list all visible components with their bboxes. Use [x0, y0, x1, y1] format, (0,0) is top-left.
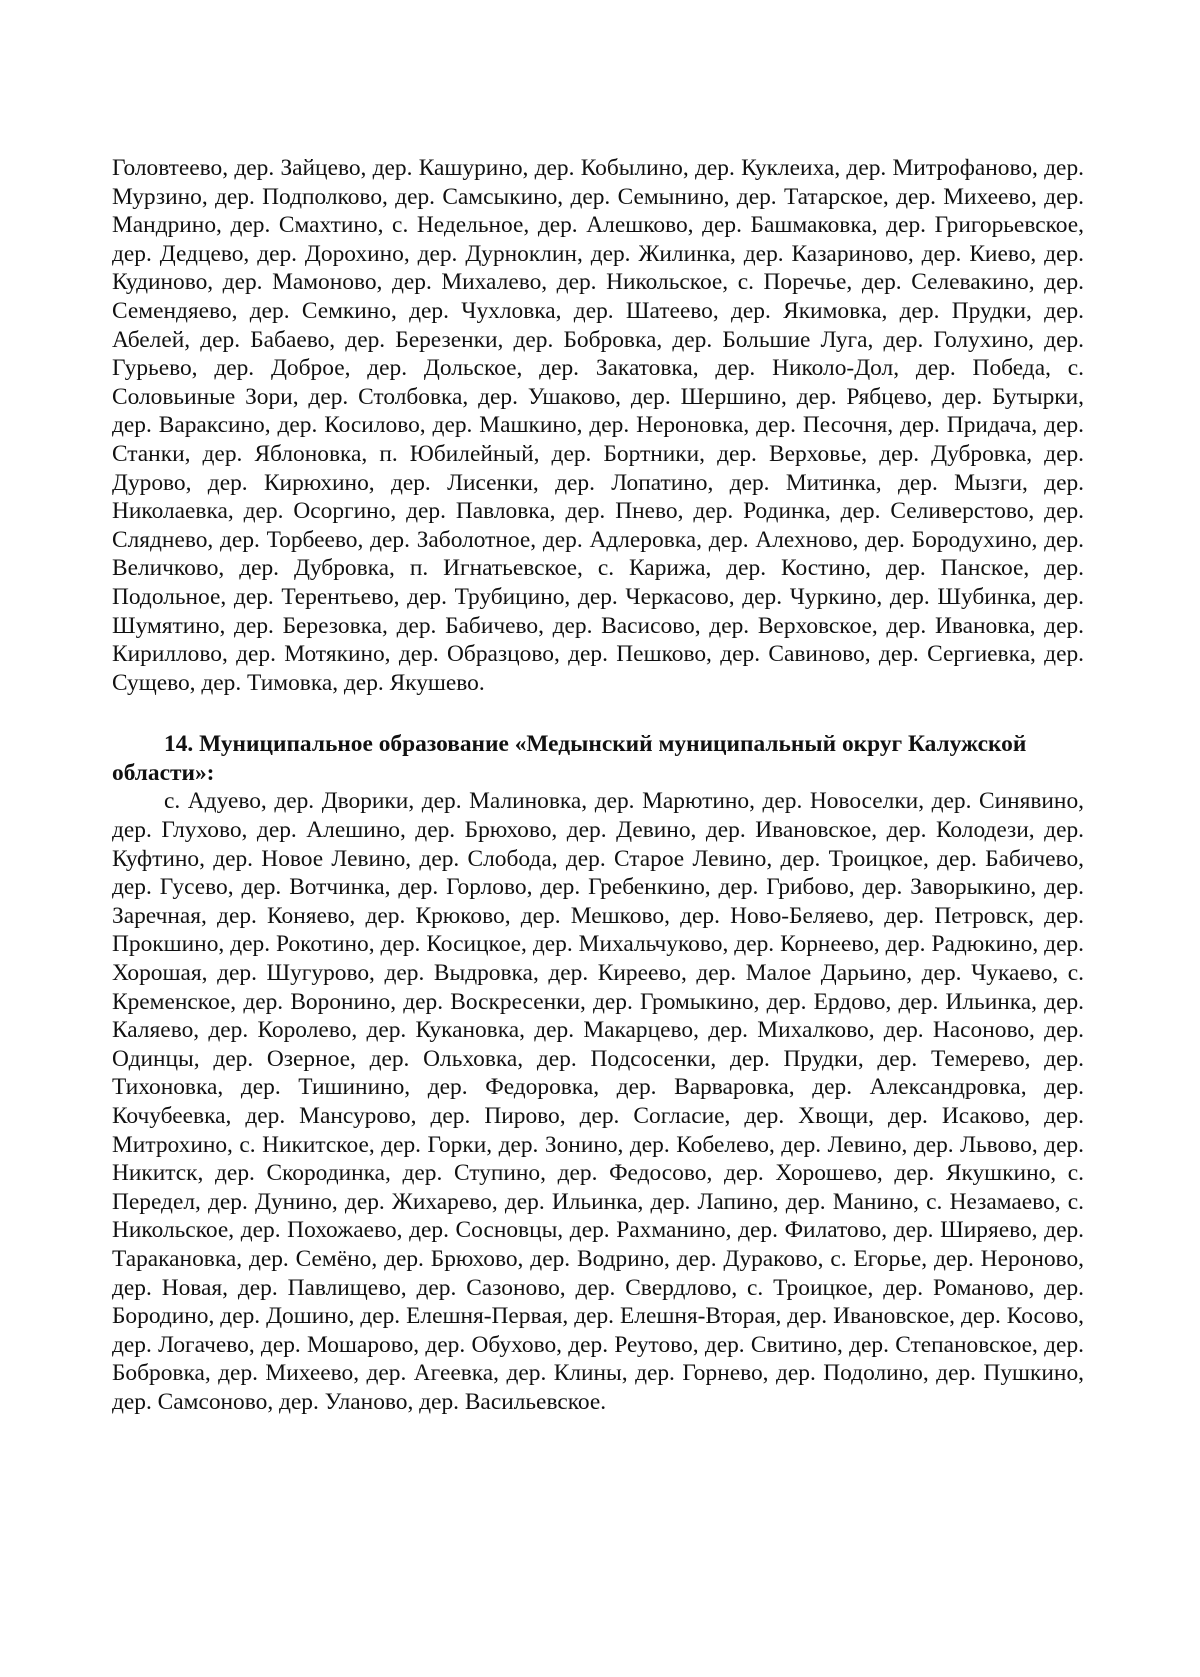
document-page: [112, 154, 1084, 1417]
section-14-heading: 14. Муниципальное образование «Медынский муниципальный округ Калужской области»:: [112, 731, 1027, 786]
section-14-settlement-list: с. Адуево, дер. Дворики, дер. Малиновка, дер. Марютино, дер. Новоселки, дер. Синявино, дер. Глухово, дер. Алешино, дер. Брюхово, дер. Девино, дер. Ивановское, дер. Колодези, дер. Куфтино, дер. Новое Левино, дер. Слобода, дер. Старое Левино, дер. Троицкое, дер. Бабичево, дер. Гусево, дер. Вотчинка, дер. Горлово, дер. Гребенкино, дер. Грибово, дер. Заворыкино, дер. Заречная, дер. Коняево, дер. Крюково, дер. Мешково, дер. Ново-Беляево, дер. Петровск, дер. Прокшино, дер. Рокотино, дер. Косицкое, дер. Михальчуково, дер. Корнеево, дер. Радюкино, дер. Хорошая, дер. Шугурово, дер. Выдровка, дер. Киреево, дер. Малое Дарьино, дер. Чукаево, с. Кременское, дер. Воронино, дер. Воскресенки, дер. Громыкино, дер. Ердово, дер. Ильинка, дер. Каляево, дер. Королево, дер. Кукановка, дер. Макарцево, дер. Михалково, дер. Насоново, дер. Одинцы, дер. Озерное, дер. Ольховка, дер. Подсосенки, дер. Прудки, дер. Темерево, дер. Тихоновка, дер. Тишинино, дер. Федоровка, дер. Варваровка, дер. Александровка, дер. Кочубеевка, дер. Мансурово, дер. Пирово, дер. Согласие, дер. Хвощи, дер. Исаково, дер. Митрохино, с. Никитское, дер. Горки, дер. Зонино, дер. Кобелево, дер. Левино, дер. Львово, дер. Никитск, дер. Скородинка, дер. Ступино, дер. Федосово, дер. Хорошево, дер. Якушкино, с. Передел, дер. Дунино, дер. Жихарево, дер. Ильинка, дер. Лапино, дер. Манино, с. Незамаево, с. Никольское, дер. Похожаево, дер. Сосновцы, дер. Рахманино, дер. Филатово, дер. Ширяево, дер. Таракановка, дер. Семёно, дер. Брюхово, дер. Водрино, дер. Дураково, с. Егорье, дер. Нероново, дер. Новая, дер. Павлищево, дер. Сазоново, дер. Свердлово, с. Троицкое, дер. Романово, дер. Бородино, дер. Дошино, дер. Елешня-Первая, дер. Елешня-Вторая, дер. Ивановское, дер. Косово, дер. Логачево, дер. Мошарово, дер. Обухово, дер. Реутово, дер. Свитино, дер. Степановское, дер. Бобровка, дер. Михеево, дер. Агеевка, дер. Клины, дер. Горнево, дер. Подолино, дер. Пушкино, дер. Самсоново, дер. Уланово, дер. Васильевское.: [112, 788, 1084, 1415]
settlement-list-continuation: Головтеево, дер. Зайцево, дер. Кашурино, дер. Кобылино, дер. Куклеиха, дер. Митрофаново, дер. Мурзино, дер. Подполково, дер. Самсыкино, дер. Семынино, дер. Татарское, дер. Михеево, дер. Мандрино, дер. Смахтино, с. Недельное, дер. Алешково, дер. Башмаковка, дер. Григорьевское, дер. Дедцево, дер. Дорохино, дер. Дурноклин, дер. Жилинка, дер. Казариново, дер. Киево, дер. Кудиново, дер. Мамоново, дер. Михалево, дер. Никольское, с. Поречье, дер. Селевакино, дер. Семендяево, дер. Семкино, дер. Чухловка, дер. Шатеево, дер. Якимовка, дер. Прудки, дер. Абелей, дер. Бабаево, дер. Березенки, дер. Бобровка, дер. Большие Луга, дер. Голухино, дер. Гурьево, дер. Доброе, дер. Дольское, дер. Закатовка, дер. Николо-Дол, дер. Победа, с. Соловьиные Зори, дер. Столбовка, дер. Ушаково, дер. Шершино, дер. Рябцево, дер. Бутырки, дер. Вараксино, дер. Косилово, дер. Машкино, дер. Нероновка, дер. Песочня, дер. Придача, дер. Станки, дер. Яблоновка, п. Юбилейный, дер. Бортники, дер. Верховье, дер. Дубровка, дер. Дурово, дер. Кирюхино, дер. Лисенки, дер. Лопатино, дер. Митинка, дер. Мызги, дер. Николаевка, дер. Осоргино, дер. Павловка, дер. Пнево, дер. Родинка, дер. Селиверстово, дер. Сляднево, дер. Торбеево, дер. Заболотное, дер. Адлеровка, дер. Алехново, дер. Бородухино, дер. Величково, дер. Дубровка, п. Игнатьевское, с. Карижа, дер. Костино, дер. Панское, дер. Подольное, дер. Терентьево, дер. Трубицино, дер. Черкасово, дер. Чуркино, дер. Шубинка, дер. Шумятино, дер. Березовка, дер. Бабичево, дер. Васисово, дер. Верховское, дер. Ивановка, дер. Кириллово, дер. Мотякино, дер. Образцово, дер. Пешково, дер. Савиново, дер. Сергиевка, дер. Сущево, дер. Тимовка, дер. Якушево.: [112, 155, 1084, 696]
